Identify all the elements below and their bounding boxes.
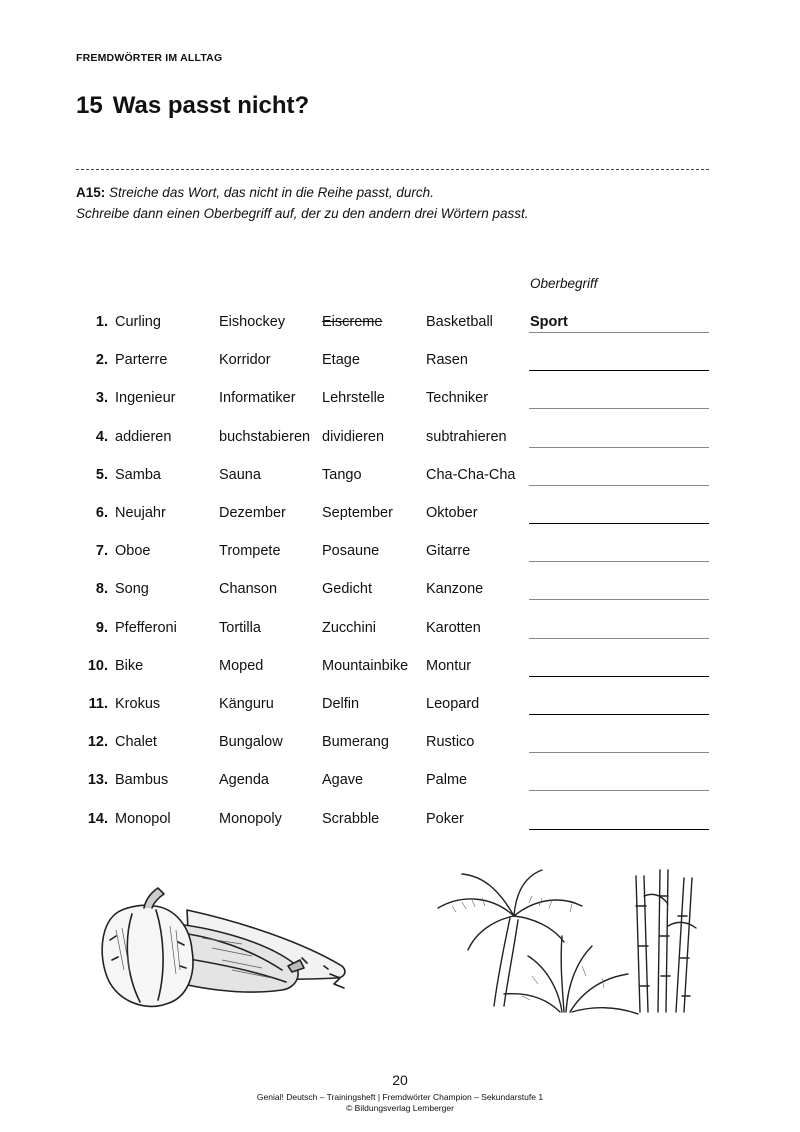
instruction-line-2: Schreibe dann einen Oberbegriff auf, der zu den andern drei Wörtern passt.: [76, 206, 529, 221]
word-option: Zucchini: [322, 619, 376, 636]
word-option: Moped: [219, 657, 264, 674]
word-option: Gedicht: [322, 581, 372, 598]
word-option: Neujahr: [115, 505, 166, 521]
exercise-row: [0, 579, 800, 603]
row-number: 12.: [87, 734, 108, 751]
word-option: Ingenieur: [115, 390, 176, 407]
row-number: 5.: [95, 466, 108, 483]
word-option: Bungalow: [219, 734, 283, 751]
word-option: Bumerang: [322, 734, 389, 751]
dashed-divider: [76, 169, 709, 170]
word-option: addieren: [115, 428, 172, 445]
exercise-row: [0, 770, 800, 794]
word-option: Techniker: [426, 390, 489, 407]
instruction-line-1: Streiche das Wort, das nicht in die Reihe passt, durch.: [109, 185, 434, 200]
answer-line[interactable]: [529, 599, 709, 600]
word-option: Samba: [115, 466, 161, 483]
word-option: Montur: [426, 657, 472, 674]
word-option: Tortilla: [219, 619, 261, 636]
word-option: September: [322, 505, 393, 521]
exercise-row: [0, 694, 800, 718]
word-option: Agenda: [219, 772, 269, 789]
exercise-row: [0, 618, 800, 642]
row-number: 13.: [87, 772, 108, 789]
word-option: Gitarre: [426, 543, 471, 560]
word-option: Leopard: [426, 696, 480, 712]
answer-line[interactable]: [529, 332, 709, 333]
row-number: 8.: [95, 581, 108, 598]
exercise-title: Was passt nicht?: [112, 92, 310, 119]
word-option: Korridor: [219, 352, 271, 369]
word-option: Song: [115, 581, 149, 598]
row-number: 6.: [95, 505, 108, 521]
word-option: Scrabble: [322, 810, 380, 827]
answer-line[interactable]: [529, 370, 709, 371]
answer-line[interactable]: [529, 523, 709, 524]
exercise-row: [0, 656, 800, 680]
page-title: [76, 92, 309, 120]
word-option: buchstabieren: [219, 428, 311, 445]
word-option: Dezember: [219, 505, 286, 521]
section-kicker: FREMDWÖRTER IM ALLTAG: [76, 52, 223, 64]
word-option: Eishockey: [219, 314, 286, 330]
exercise-row: [0, 503, 800, 527]
word-option: Krokus: [115, 696, 161, 712]
word-option: Palme: [426, 772, 468, 789]
answer-line[interactable]: [529, 447, 709, 448]
word-option: Informatiker: [219, 390, 296, 407]
exercise-row: [0, 541, 800, 565]
instruction-label: A15:: [76, 185, 106, 200]
struck-word: Eiscreme: [322, 314, 383, 330]
answer-line[interactable]: [529, 829, 709, 830]
answer-line[interactable]: [529, 714, 709, 715]
row-number: 2.: [95, 352, 108, 369]
row-number: 1.: [95, 314, 108, 330]
exercise-row: [0, 732, 800, 756]
word-option: Oboe: [115, 543, 151, 560]
word-option: Monopol: [115, 810, 171, 827]
column-header-oberbegriff: Oberbegriff: [530, 276, 598, 291]
word-option: dividieren: [322, 428, 385, 445]
row-number: 3.: [95, 390, 108, 407]
answer-line[interactable]: [529, 408, 709, 409]
row-number: 7.: [95, 543, 108, 560]
row-number: 14.: [87, 810, 108, 827]
word-option: Posaune: [322, 543, 380, 560]
footer-publisher: © Bildungsverlag Lemberger: [346, 1103, 454, 1113]
word-option: Känguru: [219, 696, 274, 712]
answer-line[interactable]: [529, 676, 709, 677]
page-number: 20: [392, 1072, 408, 1088]
word-option: Cha-Cha-Cha: [426, 466, 516, 483]
word-option: Monopoly: [219, 810, 282, 827]
word-option: Rustico: [426, 734, 475, 751]
word-option: Bike: [115, 657, 144, 674]
word-option: Rasen: [426, 352, 468, 369]
exercise-row: [0, 388, 800, 412]
word-option: Chanson: [219, 581, 278, 598]
exercise-row: [0, 312, 800, 336]
exercise-row: [0, 465, 800, 489]
answer-line[interactable]: [529, 638, 709, 639]
word-option: Sauna: [219, 466, 261, 483]
row-number: 10.: [87, 657, 108, 674]
word-option: subtrahieren: [426, 428, 507, 445]
word-option: Delfin: [322, 696, 360, 712]
row-number: 11.: [88, 696, 108, 712]
exercise-row: [0, 427, 800, 451]
answer-line[interactable]: [529, 561, 709, 562]
exercise-row: [0, 350, 800, 374]
word-option: Parterre: [115, 352, 168, 369]
word-option: Poker: [426, 810, 464, 827]
word-option: Basketball: [426, 314, 493, 330]
word-option: Curling: [115, 314, 161, 330]
word-option: Chalet: [115, 734, 157, 751]
answer-line[interactable]: [529, 485, 709, 486]
instruction-text: [76, 182, 529, 224]
exercise-number: 15: [76, 92, 103, 119]
row-number: 4.: [95, 428, 108, 445]
plants-illustration: [432, 866, 702, 1016]
word-option: Karotten: [426, 619, 481, 636]
answer-text: Sport: [530, 314, 568, 330]
row-number: 9.: [95, 619, 108, 636]
word-option: Pfefferoni: [115, 619, 177, 636]
word-option: Oktober: [426, 505, 478, 521]
word-option: Lehrstelle: [322, 390, 385, 407]
word-option: Trompete: [219, 543, 281, 560]
word-option: Etage: [322, 352, 360, 369]
exercise-row: [0, 809, 800, 833]
word-option: Agave: [322, 772, 364, 789]
word-option: Tango: [322, 466, 362, 483]
answer-line[interactable]: [529, 790, 709, 791]
vegetables-illustration: [92, 870, 354, 1015]
word-option: Kanzone: [426, 581, 484, 598]
word-option: Mountainbike: [322, 657, 409, 674]
word-option: Bambus: [115, 772, 169, 789]
answer-line[interactable]: [529, 752, 709, 753]
footer-publication: Genial! Deutsch – Trainingsheft | Fremdwörter Champion – Sekundarstufe 1: [256, 1092, 544, 1102]
